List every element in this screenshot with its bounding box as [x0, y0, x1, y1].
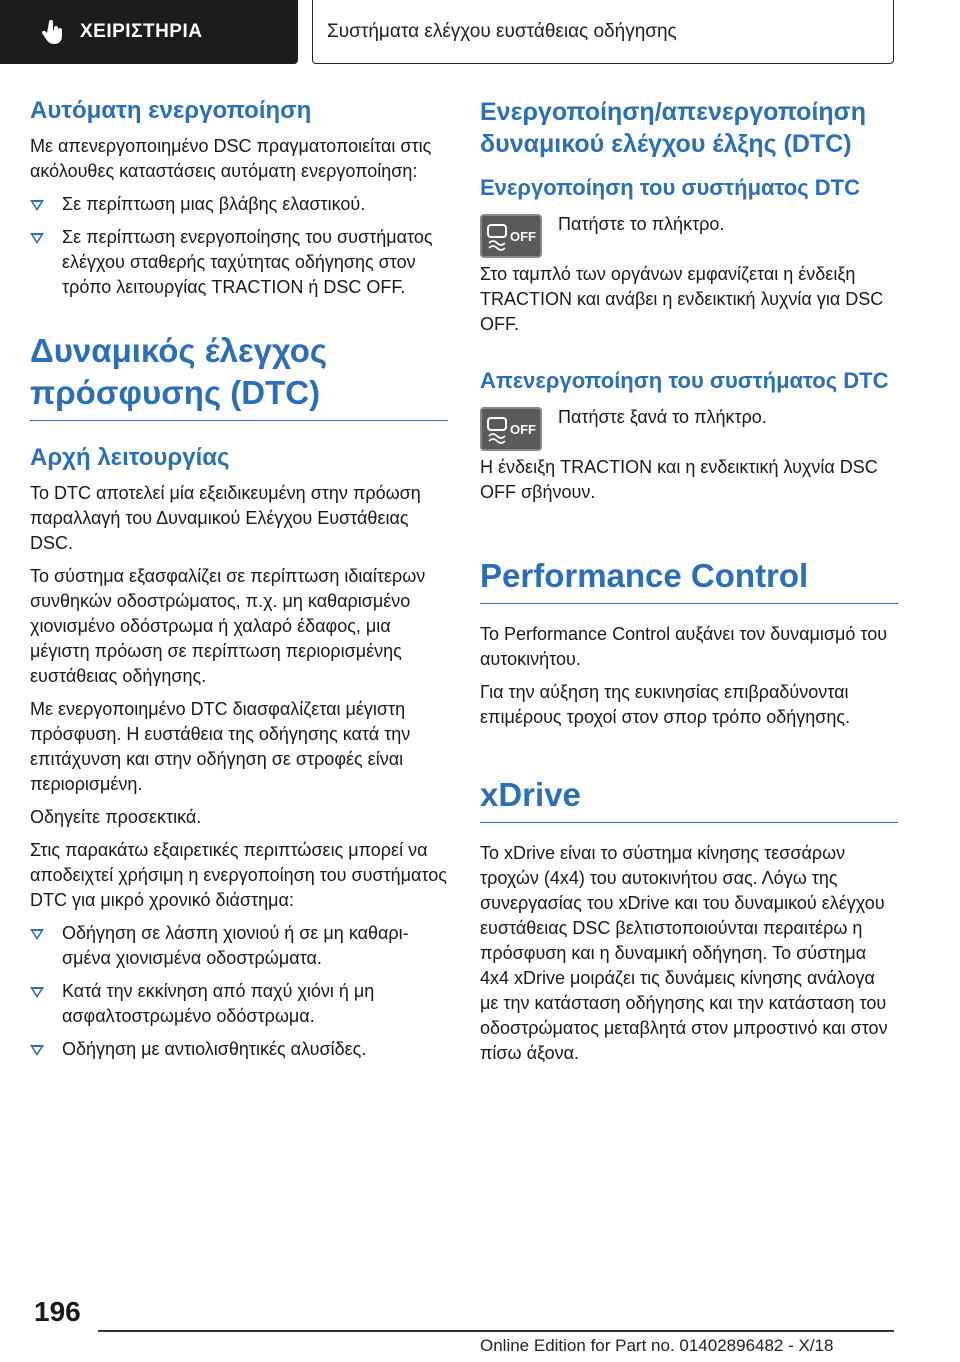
page-number: 196	[34, 1296, 81, 1327]
deactivate-instruction	[480, 405, 898, 451]
xdrive-heading: xDrive	[480, 774, 898, 823]
list-item: Κατά την εκκίνηση από παχύ χιόνι ή μη ασφαλτοστρωμένο οδόστρωμα.	[30, 979, 448, 1029]
activate-instruction	[480, 212, 898, 258]
principle-paragraph: Το σύστημα εξασφαλίζει σε περίπτωση ιδιαίτερων συνθηκών οδοστρώματος, π.χ. μη καθαρισμένο χιονισμένο οδόστρωμα ή χαλαρό έδαφος, μια μέγιστη πρόωση σε περίπτωση περιορισμένης ευστάθειας οδήγησης.	[30, 566, 426, 686]
activate-line: Πατήστε το πλήκτρο.	[558, 214, 725, 234]
activate-description: Στο ταμπλό των οργάνων εμφανίζεται η ένδειξη TRACTION και ανάβει η ενδεικτική λυχνία για DSC OFF.	[480, 264, 884, 334]
performance-paragraph: Το Performance Control αυξάνει τον δυναμισμό του αυτοκινήτου.	[480, 624, 888, 669]
principle-paragraph: Με ενεργοποιημένο DTC διασφαλίζεται μέγιστη πρόσφυση. Η ευστάθεια της οδήγησης κατά την επιτάχυνση και στην οδήγηση σε στροφές είναι περιορισμένη.	[30, 699, 411, 794]
deactivate-description: Η ένδειξη TRACTION και η ενδεικτική λυχνία DSC OFF σβήνουν.	[480, 457, 878, 502]
chapter-title: Συστήματα ελέγχου ευστάθειας οδήγησης	[327, 20, 677, 42]
dtc-deactivate-heading: Απενεργοποίηση του συστήματος DTC	[480, 368, 889, 393]
triangle-bullet-icon	[30, 233, 44, 244]
left-column	[30, 96, 448, 1070]
triangle-bullet-icon	[30, 987, 44, 998]
list-item: Οδήγηση με αντιολισθητικές αλυσίδες.	[30, 1037, 448, 1062]
skidding-car-icon	[484, 412, 538, 446]
performance-control-heading: Performance Control	[480, 555, 898, 604]
principle-paragraph: Στις παρακάτω εξαιρετικές περιπτώσεις μπορεί να αποδειχτεί χρήσιμη η ενεργοποίηση του συστήματος DTC για μικρό χρονικό διάστημα:	[30, 840, 447, 910]
right-column	[480, 96, 898, 1074]
section-tab	[0, 0, 298, 64]
xdrive-paragraph: Το xDrive είναι το σύστημα κίνησης τεσσάρων τροχών (4x4) του αυτοκινήτου σας. Λόγω της συνεργασίας του xDrive και του δυναμικού ελέγχου ευστάθειας DSC βελτιστοποιούνται περαιτέρω η πρόσφυση και η δυναμική οδήγηση. Το σύστημα 4x4 xDrive μοιράζει τις δυνάμεις κίνησης ανάλογα με την κατάσταση οδήγησης και την κατάσταση του οδοστρώματος μεταβλητά στον μπροστινό και στον πίσω άξονα.	[480, 843, 888, 1063]
auto-activation-heading: Αυτόματη ενεργοποίηση	[30, 97, 312, 124]
deactivate-line: Πατήστε ξανά το πλήκτρο.	[558, 407, 767, 427]
triangle-bullet-icon	[30, 200, 44, 211]
performance-paragraph: Για την αύξηση της ευκινησίας επιβραδύνονται επιμέρους τροχοί στον σπορ τρόπο οδήγησης.	[480, 682, 851, 727]
footer-divider	[98, 1330, 894, 1332]
list-item: Οδήγηση σε λάσπη χιονιού ή σε μη καθαρισμένα χιονισμένα οδοστρώματα.	[30, 921, 448, 971]
dtc-heading: Δυναμικός έλεγχος πρόσφυσης (DTC)	[30, 330, 448, 421]
list-item: Σε περίπτωση ενεργοποίησης του συστήματος ελέγχου σταθερής ταχύτητας οδήγησης στον τρόπο λειτουργίας TRACTION ή DSC OFF.	[30, 225, 448, 300]
list-item: Σε περίπτωση μιας βλάβης ελαστικού.	[30, 192, 448, 217]
principle-paragraph: Το DTC αποτελεί μία εξειδικευμένη στην πρόωση παραλλαγή του Δυναμικού Ελέγχου Ευστάθειας DSC.	[30, 483, 421, 553]
auto-activation-intro: Με απενεργοποιημένο DSC πραγματοποιείται στις ακόλουθες καταστάσεις αυτόματη ενεργοποίηση:	[30, 136, 432, 181]
hand-pointer-icon	[40, 19, 66, 45]
principle-list	[30, 921, 448, 1062]
svg-text:OFF: OFF	[510, 229, 536, 244]
dsc-off-button-illustration	[480, 407, 542, 451]
dtc-onoff-heading: Ενεργοποίηση/απενεργοποίηση δυναμικού ελέγχου έλξης (DTC)	[480, 98, 867, 158]
section-title: ΧΕΙΡΙΣΤΗΡΙΑ	[80, 21, 203, 42]
skidding-car-icon	[484, 219, 538, 253]
chapter-tab	[312, 0, 894, 64]
principle-paragraph: Οδηγείτε προσεκτικά.	[30, 807, 202, 827]
dtc-activate-heading: Ενεργοποίηση του συστήματος DTC	[480, 175, 860, 200]
edition-text: Online Edition for Part no. 01402896482 - X/18	[480, 1336, 834, 1355]
triangle-bullet-icon	[30, 929, 44, 940]
principle-heading: Αρχή λειτουργίας	[30, 444, 230, 471]
auto-activation-list	[30, 192, 448, 300]
svg-text:OFF: OFF	[510, 422, 536, 437]
dsc-off-button-illustration	[480, 214, 542, 258]
triangle-bullet-icon	[30, 1045, 44, 1056]
